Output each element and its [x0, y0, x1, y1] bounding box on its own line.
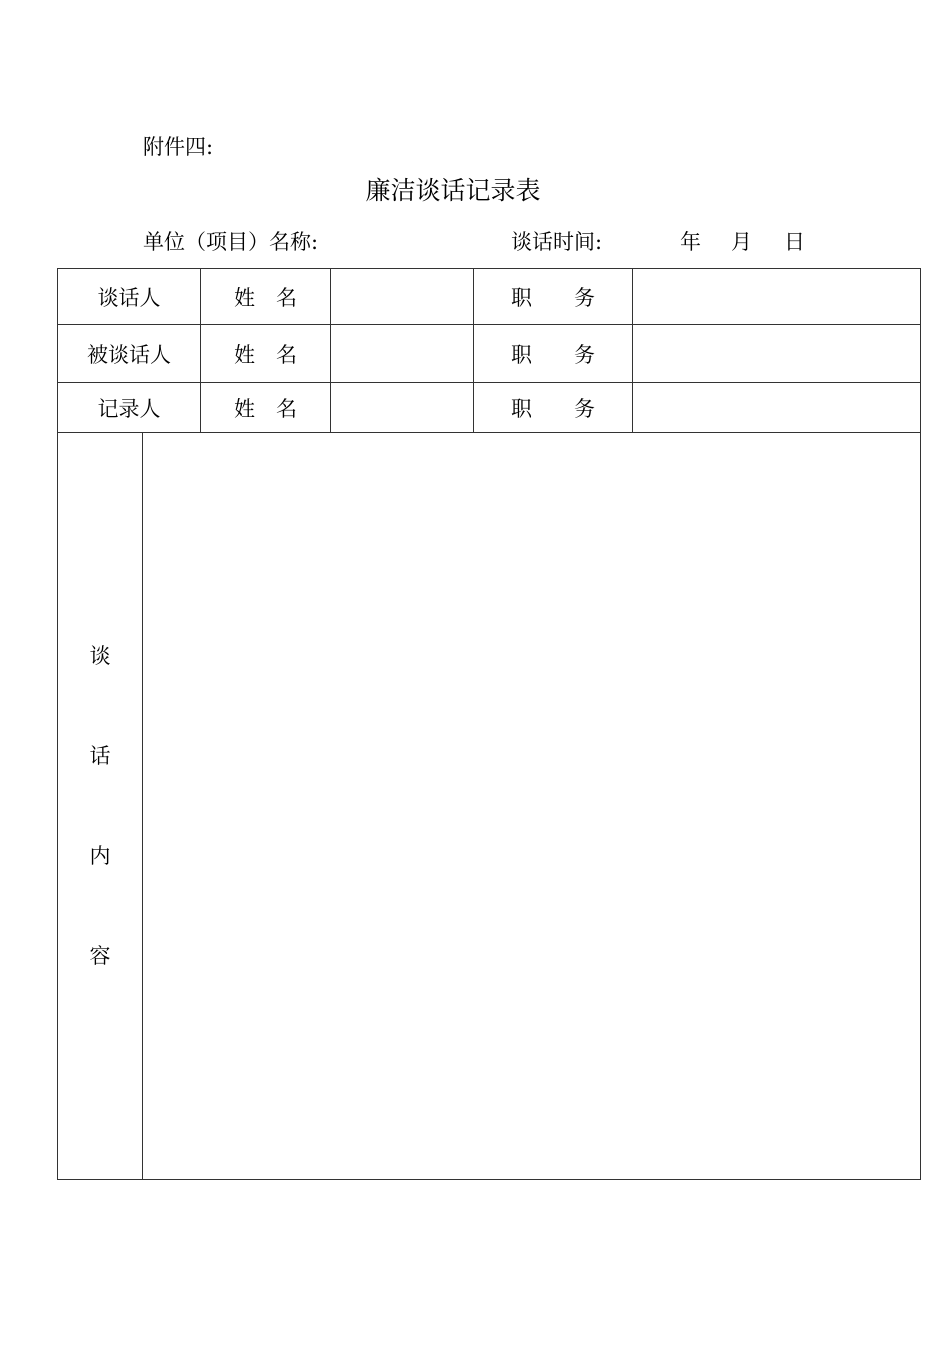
- role-label-interviewee: 被谈话人: [58, 325, 201, 383]
- unit-name-label: 单位（项目）名称:: [143, 230, 319, 254]
- interviewee-name-field[interactable]: [331, 325, 474, 383]
- talk-record-table: [57, 268, 921, 1180]
- talk-content-field[interactable]: [143, 433, 921, 1180]
- interviewee-position-field[interactable]: [633, 325, 921, 383]
- recorder-position-field[interactable]: [633, 383, 921, 433]
- talker-position-field[interactable]: [633, 269, 921, 325]
- position-label: 职 务: [474, 325, 633, 383]
- position-label: 职 务: [474, 269, 633, 325]
- date-day-label: 日: [784, 230, 805, 254]
- date-month-label: 月: [731, 230, 752, 254]
- table-row-recorder: [58, 383, 921, 433]
- name-label: 姓 名: [201, 269, 331, 325]
- page-title: 廉洁谈话记录表: [365, 176, 541, 205]
- content-label-cell: [58, 433, 143, 1180]
- table-row-content: [58, 433, 921, 1180]
- table-row-interviewee: [58, 325, 921, 383]
- table-row-talker: [58, 269, 921, 325]
- recorder-name-field[interactable]: [331, 383, 474, 433]
- content-label-char: 容: [89, 944, 111, 968]
- name-label: 姓 名: [201, 383, 331, 433]
- role-label-talker: 谈话人: [58, 269, 201, 325]
- content-label-char: 话: [89, 744, 111, 768]
- role-label-recorder: 记录人: [58, 383, 201, 433]
- content-label-char: 内: [89, 844, 111, 868]
- position-label: 职 务: [474, 383, 633, 433]
- name-label: 姓 名: [201, 325, 331, 383]
- talk-time-label: 谈话时间:: [511, 230, 603, 254]
- date-year-label: 年: [680, 230, 701, 254]
- content-label-char: 谈: [89, 644, 111, 668]
- talker-name-field[interactable]: [331, 269, 474, 325]
- attachment-label: 附件四:: [143, 135, 214, 159]
